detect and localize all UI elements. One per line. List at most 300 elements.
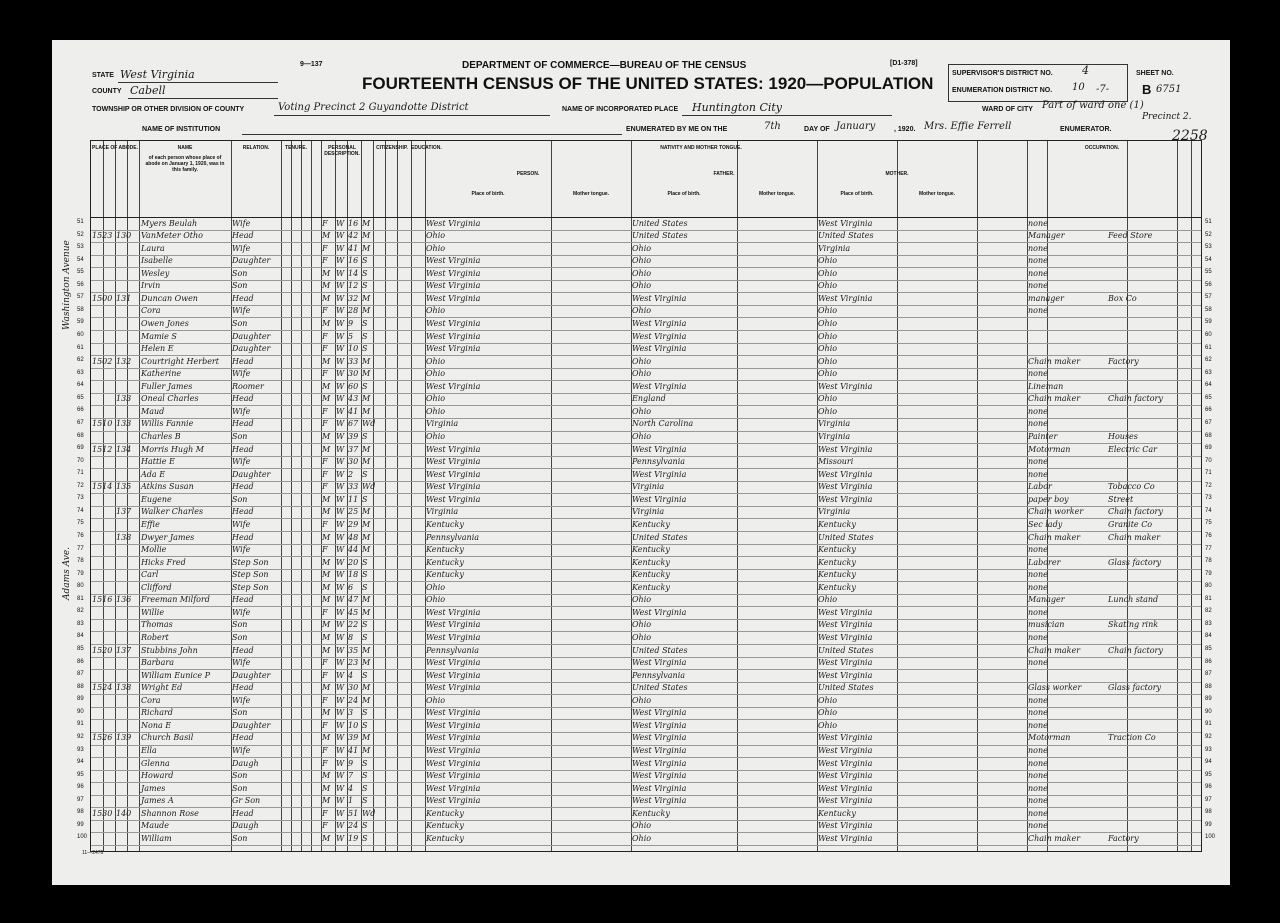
row-number: 88 (77, 683, 84, 690)
cell-dw: 1523 (92, 231, 113, 241)
cell-age: 33 (348, 482, 359, 492)
cell-ms: S (362, 582, 368, 592)
cell-fpob: West Virginia (632, 318, 687, 328)
cell-name: Hicks Fred (141, 557, 186, 567)
cell-fpob: Ohio (632, 595, 652, 605)
cell-ms: M (362, 519, 371, 529)
column-header: NAME (177, 145, 193, 151)
cell-age: 43 (348, 394, 359, 404)
cell-occ: Laborer (1028, 557, 1061, 567)
cell-ms: S (362, 720, 368, 730)
cell-race: W (336, 833, 345, 843)
cell-sex: F (322, 243, 328, 253)
cell-race: W (336, 394, 345, 404)
cell-occ: none (1028, 796, 1048, 806)
cell-race: W (336, 231, 345, 241)
cell-ms: S (362, 344, 368, 354)
cell-fpob: Kentucky (632, 808, 670, 818)
cell-occ: Lineman (1028, 381, 1064, 391)
cell-name: Robert (141, 632, 169, 642)
cell-ms: S (362, 381, 368, 391)
cell-age: 35 (348, 645, 359, 655)
cell-rel: Son (232, 268, 248, 278)
cell-rel: Head (232, 482, 254, 492)
cell-age: 39 (348, 733, 359, 743)
cell-name: Effie (141, 519, 160, 529)
row-number: 68 (77, 432, 84, 439)
cell-fam: 135 (116, 482, 132, 492)
row-number: 100 (1205, 834, 1216, 841)
cell-dw: 1530 (92, 808, 113, 818)
cell-name: Freeman Milford (141, 595, 210, 605)
cell-mpob: Ohio (818, 695, 838, 705)
cell-mpob: United States (818, 532, 874, 542)
cell-rel: Step Son (232, 557, 269, 567)
row-number: 82 (1205, 608, 1212, 615)
cell-name: Wesley (141, 268, 170, 278)
cell-race: W (336, 268, 345, 278)
row-number: 90 (1205, 708, 1212, 715)
cell-race: W (336, 582, 345, 592)
cell-ms: S (362, 281, 368, 291)
cell-ms: S (362, 318, 368, 328)
cell-race: W (336, 281, 345, 291)
cell-sex: F (322, 482, 328, 492)
cell-dw: 1520 (92, 645, 113, 655)
census-table (77, 140, 1216, 852)
cell-fpob: United States (632, 532, 688, 542)
cell-sex: F (322, 369, 328, 379)
sheet-stamp: 6751 (1156, 84, 1182, 95)
cell-ms: S (362, 771, 368, 781)
cell-name: Hattie E (141, 457, 175, 467)
cell-fam: 130 (116, 231, 132, 241)
cell-occ: none (1028, 771, 1048, 781)
cell-occ: none (1028, 808, 1048, 818)
row-number: 93 (77, 746, 84, 753)
cell-sex: M (322, 833, 331, 843)
cell-occ: none (1028, 783, 1048, 793)
row-number: 92 (1205, 733, 1212, 740)
row-number: 62 (1205, 357, 1212, 364)
county-value: Cabell (130, 84, 166, 97)
cell-age: 1 (348, 796, 354, 806)
cell-pob: West Virginia (426, 771, 481, 781)
cell-ms: S (362, 758, 368, 768)
cell-fpob: Ohio (632, 620, 652, 630)
cell-sex: F (322, 808, 328, 818)
cell-occ: none (1028, 607, 1048, 617)
cell-ind: Street (1108, 494, 1134, 504)
cell-sex: F (322, 758, 328, 768)
cell-sex: M (322, 783, 331, 793)
row-number: 95 (1205, 771, 1212, 778)
cell-occ: none (1028, 218, 1048, 228)
row-number: 78 (1205, 558, 1212, 565)
cell-fpob: Ohio (632, 243, 652, 253)
cell-pob: Ohio (426, 432, 446, 442)
county-label: COUNTY (92, 88, 122, 95)
cell-mpob: West Virginia (818, 632, 873, 642)
cell-occ: Labor (1028, 482, 1052, 492)
cell-fpob: Ohio (632, 281, 652, 291)
birth-subheader: Place of birth. (840, 191, 874, 197)
cell-age: 20 (348, 557, 359, 567)
cell-rel: Head (232, 444, 254, 454)
row-number: 83 (1205, 620, 1212, 627)
cell-rel: Daughter (232, 331, 271, 341)
cell-ms: M (362, 695, 371, 705)
cell-pob: Kentucky (426, 545, 464, 555)
cell-mpob: Ohio (818, 281, 838, 291)
cell-fpob: Ohio (632, 632, 652, 642)
cell-ms: S (362, 821, 368, 831)
cell-race: W (336, 356, 345, 366)
cell-occ: none (1028, 708, 1048, 718)
cell-ms: M (362, 457, 371, 467)
cell-occ: Manager (1028, 595, 1065, 605)
cell-name: William (141, 833, 172, 843)
cell-sex: M (322, 381, 331, 391)
cell-occ: none (1028, 821, 1048, 831)
cell-ms: Wd (362, 419, 376, 429)
cell-age: 16 (348, 256, 359, 266)
cell-occ: Chain worker (1028, 507, 1084, 517)
row-number: 94 (77, 759, 84, 766)
row-number: 75 (77, 520, 84, 527)
cell-dw: 1512 (92, 444, 113, 454)
row-number: 58 (77, 306, 84, 313)
cell-occ: none (1028, 243, 1048, 253)
row-number: 100 (77, 834, 88, 841)
cell-name: Church Basil (141, 733, 194, 743)
cell-rel: Wife (232, 746, 251, 756)
cell-ms: M (362, 733, 371, 743)
cell-fpob: Kentucky (632, 519, 670, 529)
row-number: 91 (77, 721, 84, 728)
cell-occ: none (1028, 582, 1048, 592)
cell-fpob: West Virginia (632, 771, 687, 781)
column-header: NATIVITY AND MOTHER TONGUE. (660, 145, 742, 151)
cell-fpob: Pennsylvania (632, 670, 686, 680)
row-number: 92 (77, 733, 84, 740)
cell-ms: M (362, 231, 371, 241)
column-header: OCCUPATION. (1084, 145, 1120, 151)
cell-sex: M (322, 231, 331, 241)
cell-rel: Daughter (232, 256, 271, 266)
cell-name: Courtright Herbert (141, 356, 219, 366)
column-header: PERSONAL DESCRIPTION. (324, 145, 360, 157)
cell-rel: Son (232, 632, 248, 642)
cell-fpob: West Virginia (632, 381, 687, 391)
row-number: 85 (77, 646, 84, 653)
cell-ms: S (362, 632, 368, 642)
row-number: 66 (1205, 407, 1212, 414)
cell-fpob: Ohio (632, 821, 652, 831)
cell-fpob: Virginia (632, 482, 665, 492)
day-of-label: DAY OF (804, 126, 830, 133)
birth-subheader: Mother tongue. (918, 191, 956, 197)
cell-fpob: Ohio (632, 406, 652, 416)
cell-pob: West Virginia (426, 469, 481, 479)
row-number: 96 (1205, 784, 1212, 791)
cell-ms: S (362, 268, 368, 278)
cell-sex: F (322, 469, 328, 479)
cell-fpob: United States (632, 218, 688, 228)
cell-sex: M (322, 557, 331, 567)
cell-sex: M (322, 356, 331, 366)
cell-rel: Wife (232, 607, 251, 617)
cell-age: 47 (348, 595, 359, 605)
cell-mpob: Kentucky (818, 582, 856, 592)
cell-pob: West Virginia (426, 758, 481, 768)
cell-fam: 139 (116, 733, 132, 743)
row-number: 96 (77, 784, 84, 791)
cell-mpob: West Virginia (818, 733, 873, 743)
cell-mpob: Ohio (818, 369, 838, 379)
birth-subheader: Place of birth. (471, 191, 505, 197)
cell-name: Mamie S (141, 331, 177, 341)
supervisor-label: SUPERVISOR'S DISTRICT NO. (952, 70, 1053, 77)
birth-subheader: Place of birth. (667, 191, 701, 197)
cell-occ: none (1028, 369, 1048, 379)
cell-rel: Son (232, 281, 248, 291)
cell-age: 24 (348, 821, 359, 831)
enumerator-name: Mrs. Effie Ferrell (924, 121, 1012, 132)
cell-dw: 1526 (92, 733, 113, 743)
row-number: 70 (77, 457, 84, 464)
cell-fpob: Kentucky (632, 545, 670, 555)
cell-ms: M (362, 406, 371, 416)
cell-name: Irvin (141, 281, 161, 291)
cell-pob: West Virginia (426, 381, 481, 391)
birth-subheader: Mother tongue. (572, 191, 610, 197)
cell-ms: M (362, 243, 371, 253)
cell-mpob: West Virginia (818, 482, 873, 492)
cell-age: 6 (348, 582, 354, 592)
cell-mpob: Kentucky (818, 570, 856, 580)
cell-age: 39 (348, 432, 359, 442)
cell-ind: Tobacco Co (1108, 482, 1155, 492)
enumerator-label: ENUMERATOR. (1060, 126, 1112, 133)
cell-pob: West Virginia (426, 733, 481, 743)
cell-ind: Skating rink (1108, 620, 1159, 630)
cell-rel: Head (232, 645, 254, 655)
cell-pob: Kentucky (426, 833, 464, 843)
row-number: 98 (77, 809, 84, 816)
cell-ind: Glass factory (1108, 557, 1162, 567)
cell-name: Oneal Charles (141, 394, 199, 404)
row-number: 54 (1205, 256, 1212, 263)
cell-fam: 137 (116, 507, 132, 517)
cell-fam: 132 (116, 356, 132, 366)
cell-mpob: Kentucky (818, 557, 856, 567)
state-label: STATE (92, 72, 114, 79)
cell-name: Katherine (141, 369, 182, 379)
cell-age: 10 (348, 720, 359, 730)
supervisor-value: 4 (1082, 64, 1089, 77)
cell-sex: M (322, 796, 331, 806)
row-number: 74 (77, 507, 84, 514)
cell-mpob: Ohio (818, 256, 838, 266)
cell-age: 12 (348, 281, 359, 291)
cell-race: W (336, 318, 345, 328)
cell-age: 44 (348, 545, 359, 555)
cell-ms: S (362, 833, 368, 843)
cell-fpob: England (632, 394, 666, 404)
cell-ind: Houses (1108, 432, 1138, 442)
cell-name: Cora (141, 695, 161, 705)
cell-sex: M (322, 733, 331, 743)
ward-label: WARD OF CITY (982, 106, 1033, 113)
cell-age: 14 (348, 268, 359, 278)
cell-race: W (336, 758, 345, 768)
cell-ms: S (362, 670, 368, 680)
cell-fpob: West Virginia (632, 494, 687, 504)
ed-label: ENUMERATION DISTRICT NO. (952, 87, 1053, 94)
cell-fpob: West Virginia (632, 658, 687, 668)
cell-sex: F (322, 519, 328, 529)
cell-age: 19 (348, 833, 359, 843)
cell-ind: Chain maker (1108, 532, 1161, 542)
cell-fpob: West Virginia (632, 720, 687, 730)
cell-ms: M (362, 532, 371, 542)
cell-ms: S (362, 557, 368, 567)
cell-rel: Wife (232, 457, 251, 467)
cell-pob: Ohio (426, 243, 446, 253)
cell-fam: 137 (116, 645, 132, 655)
enumerated-month: January (836, 121, 876, 132)
cell-mpob: West Virginia (818, 381, 873, 391)
cell-name: Mollie (141, 545, 167, 555)
cell-name: Stubbins John (141, 645, 198, 655)
cell-sex: M (322, 708, 331, 718)
ed-suffix: -7- (1096, 84, 1110, 95)
cell-sex: M (322, 318, 331, 328)
cell-ms: Wd (362, 482, 376, 492)
cell-rel: Wife (232, 658, 251, 668)
cell-sex: F (322, 746, 328, 756)
cell-occ: none (1028, 457, 1048, 467)
cell-age: 30 (348, 683, 359, 693)
cell-age: 5 (348, 331, 354, 341)
cell-rel: Head (232, 733, 254, 743)
cell-occ: none (1028, 469, 1048, 479)
column-header: RELATION. (242, 145, 270, 151)
cell-age: 29 (348, 519, 359, 529)
cell-sex: M (322, 293, 331, 303)
cell-sex: M (322, 771, 331, 781)
row-number: 90 (77, 708, 84, 715)
cell-age: 48 (348, 532, 359, 542)
cell-pob: West Virginia (426, 683, 481, 693)
cell-name: Eugene (141, 494, 172, 504)
cell-mpob: West Virginia (818, 746, 873, 756)
cell-sex: M (322, 444, 331, 454)
cell-pob: West Virginia (426, 256, 481, 266)
cell-fpob: Kentucky (632, 570, 670, 580)
cell-sex: M (322, 595, 331, 605)
cell-pob: Ohio (426, 582, 446, 592)
cell-race: W (336, 796, 345, 806)
cell-name: Richard (141, 708, 173, 718)
cell-race: W (336, 306, 345, 316)
cell-occ: none (1028, 406, 1048, 416)
cell-ind: Traction Co (1108, 733, 1156, 743)
township-label: TOWNSHIP OR OTHER DIVISION OF COUNTY (92, 106, 245, 113)
cell-fpob: Ohio (632, 268, 652, 278)
cell-race: W (336, 444, 345, 454)
cell-dw: 1510 (92, 419, 113, 429)
cell-ms: S (362, 331, 368, 341)
cell-occ: Motorman (1028, 733, 1071, 743)
cell-name: Duncan Owen (141, 293, 198, 303)
cell-sex: M (322, 570, 331, 580)
cell-ms: M (362, 356, 371, 366)
row-number: 56 (77, 281, 84, 288)
cell-occ: paper boy (1028, 494, 1069, 504)
cell-ms: S (362, 469, 368, 479)
cell-occ: Chain maker (1028, 532, 1081, 542)
cell-name: VanMeter Otho (141, 231, 203, 241)
row-number: 64 (1205, 382, 1212, 389)
cell-fpob: West Virginia (632, 708, 687, 718)
cell-name: Shannon Rose (141, 808, 199, 818)
ward-value: Part of ward one (1) (1042, 100, 1144, 111)
cell-age: 51 (348, 808, 359, 818)
cell-ms: M (362, 595, 371, 605)
row-number: 89 (1205, 696, 1212, 703)
cell-occ: Manager (1028, 231, 1065, 241)
cell-sex: M (322, 281, 331, 291)
cell-fpob: United States (632, 231, 688, 241)
cell-race: W (336, 369, 345, 379)
cell-race: W (336, 771, 345, 781)
row-number: 95 (77, 771, 84, 778)
cell-name: Maud (141, 406, 165, 416)
cell-rel: Son (232, 432, 248, 442)
row-number: 71 (1205, 470, 1212, 477)
cell-mpob: Kentucky (818, 545, 856, 555)
cell-race: W (336, 331, 345, 341)
row-number: 62 (77, 357, 84, 364)
row-number: 71 (77, 470, 84, 477)
cell-rel: Daugh (232, 821, 259, 831)
place-value: Huntington City (692, 101, 783, 114)
cell-mpob: West Virginia (818, 758, 873, 768)
cell-fam: 138 (116, 532, 132, 542)
cell-pob: Virginia (426, 507, 459, 517)
cell-pob: West Virginia (426, 281, 481, 291)
row-number: 59 (1205, 319, 1212, 326)
row-number: 63 (1205, 369, 1212, 376)
census-sheet (52, 40, 1230, 885)
cell-pob: West Virginia (426, 318, 481, 328)
cell-dw: 1516 (92, 595, 113, 605)
cell-mpob: Virginia (818, 243, 851, 253)
row-number: 72 (77, 482, 84, 489)
row-number: 73 (1205, 495, 1212, 502)
cell-ms: S (362, 708, 368, 718)
row-number: 51 (1205, 219, 1212, 225)
cell-mpob: United States (818, 645, 874, 655)
cell-age: 28 (348, 306, 359, 316)
cell-age: 11 (348, 494, 359, 504)
cell-ms: M (362, 218, 371, 228)
cell-age: 41 (348, 406, 359, 416)
row-number: 87 (1205, 671, 1212, 678)
cell-pob: West Virginia (426, 783, 481, 793)
